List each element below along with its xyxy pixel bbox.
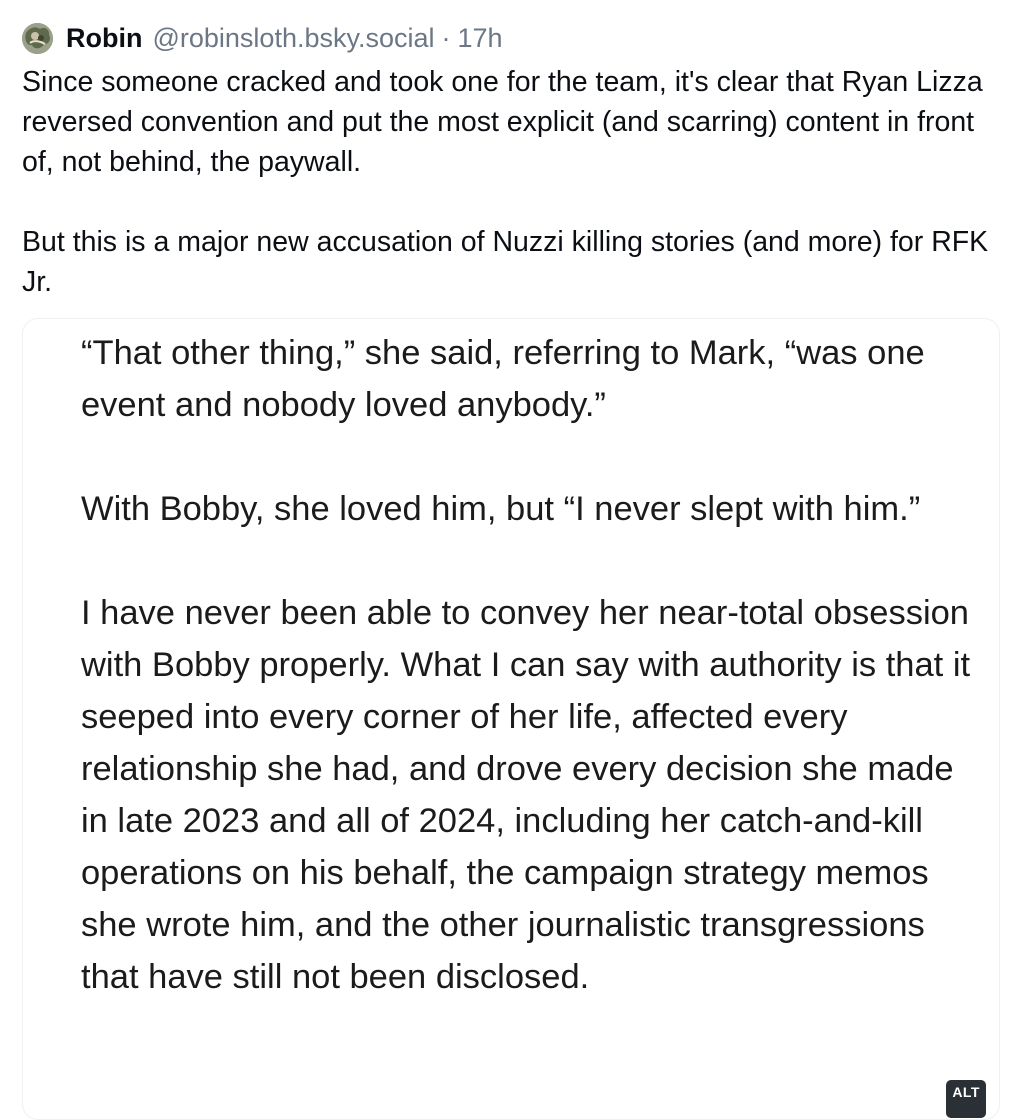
post-text — [22, 62, 992, 302]
avatar-image — [22, 23, 53, 54]
quote-paragraph: With Bobby, she loved him, but “I never slept with him.” — [81, 490, 921, 528]
avatar[interactable] — [22, 23, 53, 54]
quote-paragraph: “That other thing,” she said, referring to Mark, “was one event and nobody loved anybody.” — [81, 334, 925, 424]
post-header — [22, 20, 503, 56]
author-display-name[interactable]: Robin — [66, 22, 143, 53]
author-handle[interactable]: @robinsloth.bsky.social — [152, 22, 435, 53]
post-timestamp[interactable]: 17h — [457, 22, 503, 53]
alt-text-badge[interactable]: ALT — [946, 1080, 986, 1118]
embedded-image-text — [81, 327, 981, 1003]
post-text-paragraph: But this is a major new accusation of Nuzzi killing stories (and more) for RFK Jr. — [22, 226, 989, 298]
header-separator: · — [441, 22, 451, 53]
embedded-image[interactable] — [22, 318, 1000, 1120]
post-text-paragraph: Since someone cracked and took one for the team, it's clear that Ryan Lizza reversed convention and put the most explicit (and scarring) content in front of, not behind, the paywall. — [22, 66, 983, 178]
quote-paragraph: I have never been able to convey her near-total obsession with Bobby properly. What I can say with authority is that it seeped into every corner of her life, affected every relationship she had, and drove every decision she made in late 2023 and all of 2024, including her catch-and-kill operations on his behalf, the campaign strategy memos she wrote him, and the other journalistic transgressions that have still not been disclosed. — [81, 594, 971, 996]
